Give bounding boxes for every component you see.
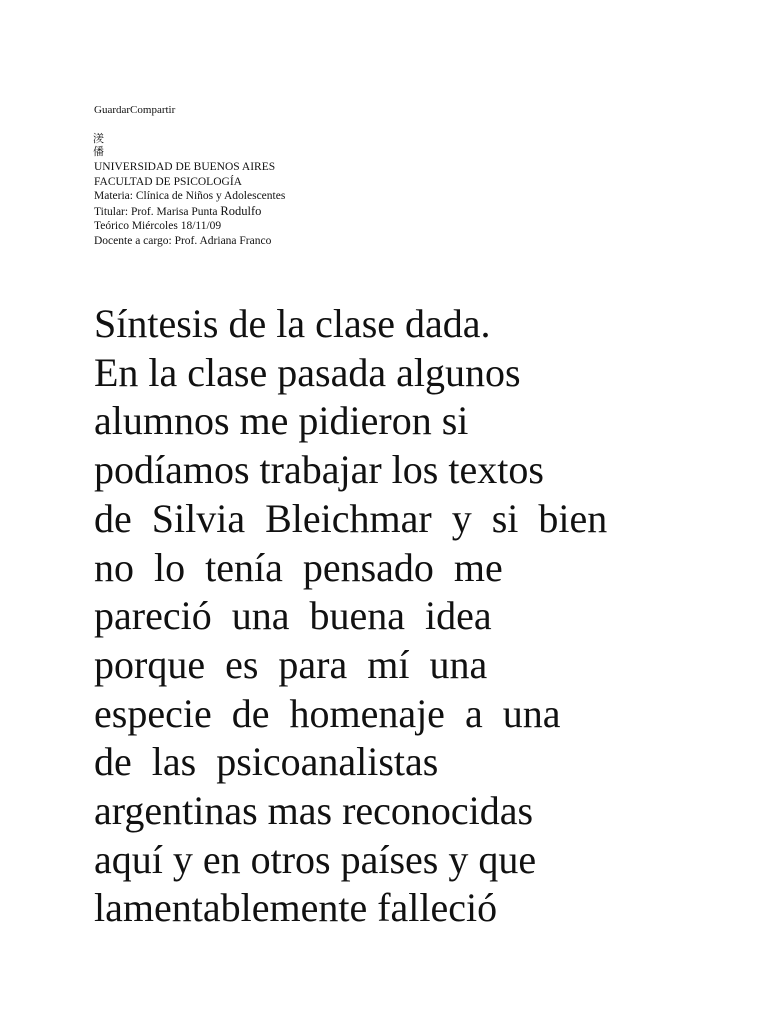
- body-line: Síntesis de la clase dada.: [94, 301, 491, 346]
- titular-prefix: Titular: Prof. Marisa Punta: [94, 205, 221, 218]
- university-name: UNIVERSIDAD DE BUENOS AIRES: [94, 161, 276, 173]
- body-line: lamentablemente falleció: [94, 885, 498, 931]
- save-link[interactable]: Guardar: [94, 104, 131, 116]
- body-line: no lo tenía pensado me: [94, 544, 503, 590]
- body-line: En la clase pasada algunos: [94, 349, 521, 395]
- share-link[interactable]: Compartir: [130, 104, 176, 116]
- body-line: argentinas mas reconocidas: [94, 788, 534, 834]
- titular-surname: Rodulfo: [220, 203, 262, 218]
- body-line: porque es para mí una: [94, 641, 488, 687]
- body-line: alumnos me pidieron si: [94, 398, 469, 444]
- titular-line: [94, 204, 285, 220]
- glyph: 湵: [93, 133, 104, 145]
- body-line: podíamos trabajar los textos: [94, 447, 544, 493]
- glyph: 僠: [93, 146, 104, 158]
- body-line: de Silvia Bleichmar y si bien: [94, 495, 608, 541]
- body-line: pareció una buena idea: [94, 593, 492, 639]
- lecture-line: Teórico Miércoles 18/11/09: [94, 220, 222, 233]
- body-line: de las psicoanalistas: [94, 739, 439, 785]
- garbled-glyphs: [93, 133, 107, 159]
- course-header: [94, 160, 285, 249]
- document-body: [94, 300, 674, 933]
- body-line: aquí y en otros países y que: [94, 836, 537, 882]
- faculty-name: FACULTAD DE PSICOLOGÍA: [94, 175, 242, 188]
- subject-line: Materia: Clínica de Niños y Adolescentes: [94, 190, 286, 203]
- body-line: especie de homenaje a una: [94, 690, 561, 736]
- teacher-line: Docente a cargo: Prof. Adriana Franco: [94, 234, 272, 247]
- document-toolbar: [94, 103, 175, 117]
